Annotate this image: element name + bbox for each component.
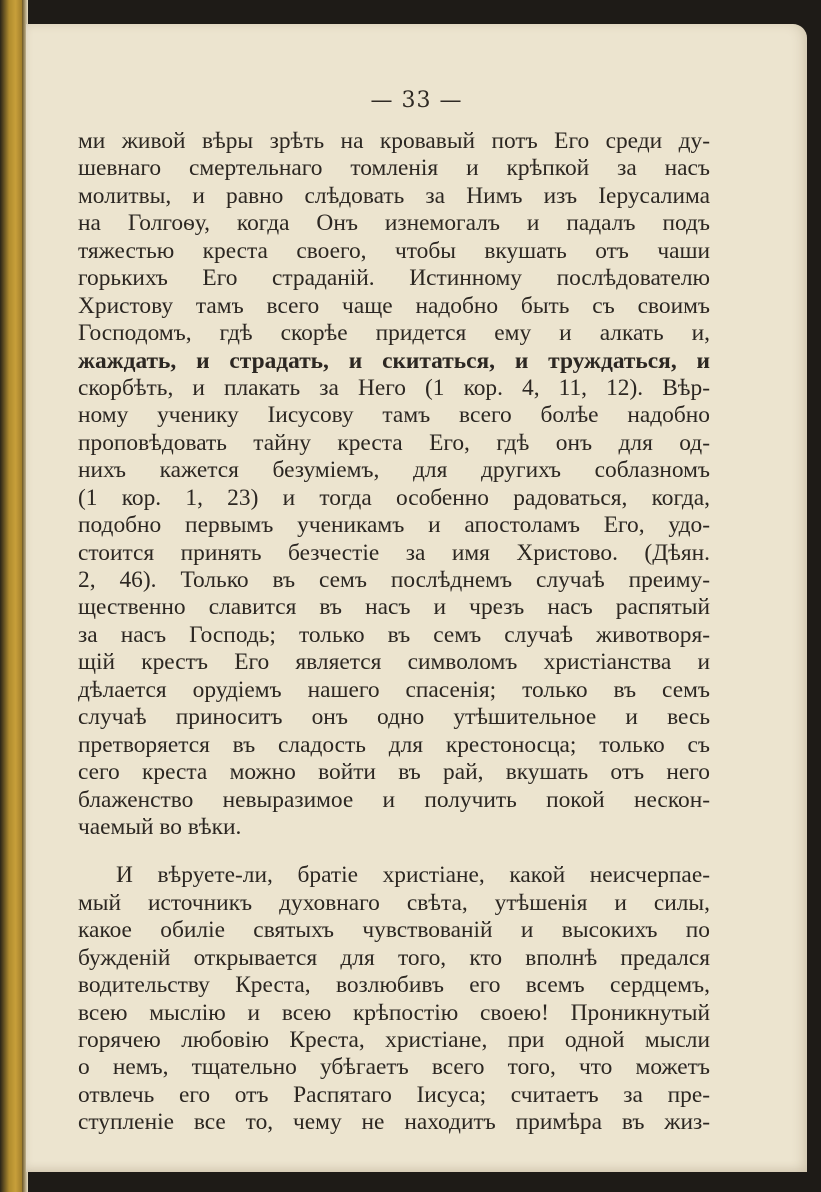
text-line: скорбѣть, и плакать за Него (1 кор. 4, 11, 12). Вѣр- (78, 374, 710, 401)
text-line: шевнаго смертельнаго томленія и крѣпкой за насъ (78, 155, 710, 182)
paragraph-gap (78, 841, 710, 862)
text-line: щественно славится въ насъ и чрезъ насъ распятый (78, 594, 710, 621)
text-line: подобно первымъ ученикамъ и апостоламъ Его, удо- (78, 512, 710, 539)
text-line: стоится принять безчестіе за имя Христово. (Дѣян. (78, 539, 710, 566)
text-line: горькихъ Его страданій. Истинному послѣдователю (78, 265, 710, 292)
page-body-text (78, 128, 710, 1137)
text-line: ступленіе все то, чему не находитъ примѣра въ жиз- (78, 1109, 710, 1136)
text-line: на Голгоѳу, когда Онъ изнемогалъ и падалъ подъ (78, 210, 710, 237)
text-line: ми живой вѣры зрѣть на кровавый потъ Его среди ду- (78, 128, 710, 154)
text-line: водительству Креста, возлюбивъ его всемъ сердцемъ, (78, 972, 710, 999)
text-line: претворяется въ сладость для крестоносца; только съ (78, 731, 710, 758)
text-line: 2, 46). Только въ семъ послѣднемъ случаѣ преиму- (78, 567, 710, 593)
text-line: всею мыслію и всею крѣпостію своею! Проникнутый (78, 999, 710, 1026)
text-line: блаженство невыразимое и получить покой нескон- (78, 786, 710, 813)
text-line: какое обиліе святыхъ чувствованій и высокихъ по (78, 917, 710, 944)
text-line: Господомъ, гдѣ скорѣе придется ему и алкать и, (78, 320, 710, 347)
text-line: Христову тамъ всего чаще надобно быть съ своимъ (78, 292, 710, 319)
text-line: нихъ кажется безуміемъ, для другихъ соблазномъ (78, 457, 710, 484)
text-line-emphasized: жаждать, и страдать, и скитаться, и труждаться, и (78, 347, 710, 374)
text-line: за насъ Господь; только въ семъ случаѣ животворя- (78, 621, 710, 648)
page-number: — 33 — (370, 88, 463, 113)
text-line: горячею любовію Креста, христіане, при одной мысли (78, 1027, 710, 1053)
text-line: щій крестъ Его является символомъ христіанства и (78, 649, 710, 676)
text-line: бужденій открывается для того, кто вполнѣ предался (78, 944, 710, 971)
book-page (26, 24, 807, 1172)
text-line: ному ученику Іисусову тамъ всего болѣе надобно (78, 402, 710, 429)
text-line: случаѣ приноситъ онъ одно утѣшительное и весь (78, 704, 710, 731)
text-line: мый источникъ духовнаго свѣта, утѣшенія и силы, (78, 889, 710, 916)
text-line: тяжестью креста своего, чтобы вкушать отъ чаши (78, 237, 710, 264)
text-line: отвлечь его отъ Распятаго Іисуса; считаетъ за пре- (78, 1081, 710, 1108)
text-line: (1 кор. 1, 23) и тогда особенно радоваться, когда, (78, 484, 710, 511)
text-line: И вѣруете-ли, братіе христіане, какой неисчерпае- (116, 862, 710, 889)
text-line: молитвы, и равно слѣдовать за Нимъ изъ Іерусалима (78, 182, 710, 209)
text-line: сего креста можно войти въ рай, вкушать отъ него (78, 759, 710, 786)
text-line: о немъ, тщательно убѣгаетъ всего того, что можетъ (78, 1054, 710, 1081)
text-line: проповѣдовать тайну креста Его, гдѣ онъ для од- (78, 429, 710, 456)
text-line: дѣлается орудіемъ нашего спасенія; только въ семъ (78, 676, 710, 703)
text-line: чаемый во вѣки. (78, 813, 242, 840)
